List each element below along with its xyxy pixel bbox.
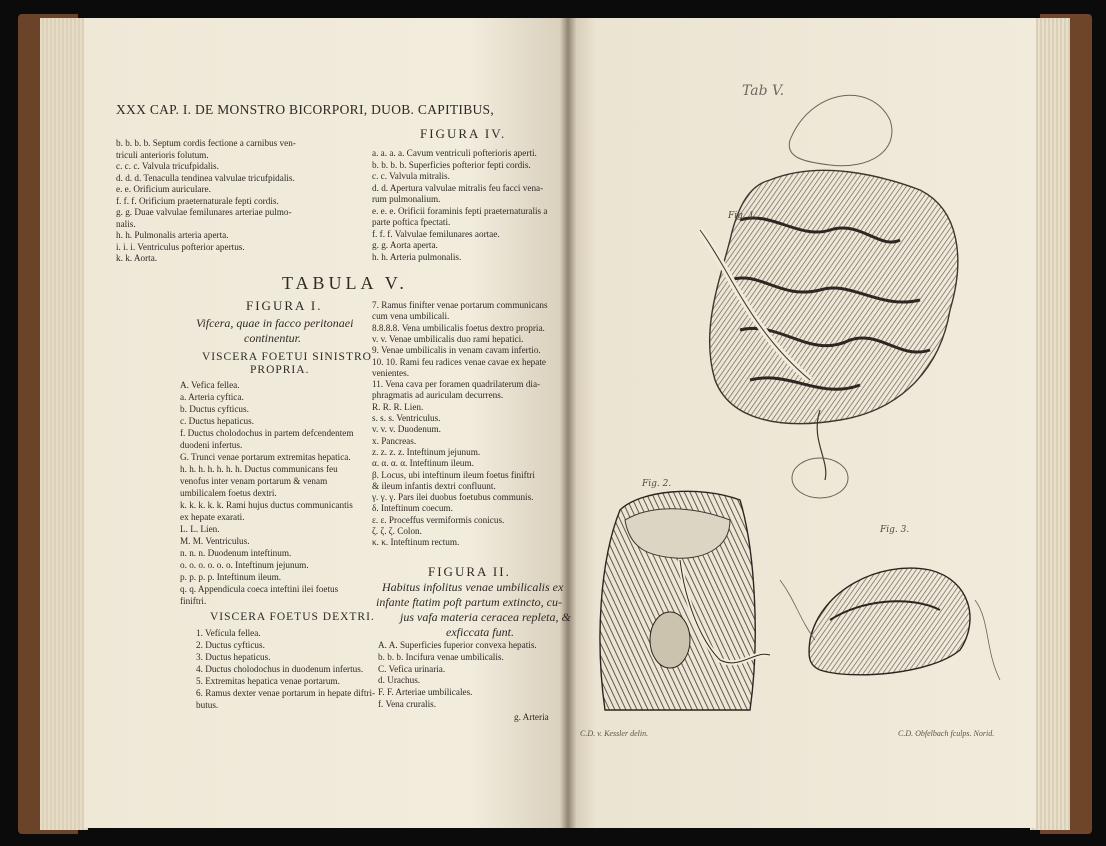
text-line: umbilicalem foetus dextri.	[180, 488, 277, 498]
text-line: z. z. z. z. Inteftinum jejunum.	[372, 446, 481, 457]
text-line: A. A. Superficies fuperior convexa hepatis.	[378, 640, 537, 650]
text-line: i. i. i. Ventriculus pofterior apertus.	[116, 241, 245, 252]
text-line: v. v. v. Duodenum.	[372, 424, 441, 435]
text-line: d. d. Apertura valvulae mitralis feu facci vena-	[372, 182, 544, 193]
fig3-label: Fig. 3.	[880, 525, 910, 535]
credit-engraver: C.D. Obfelbach fculps. Norid.	[898, 729, 995, 738]
text-line: e. e. Orificium auriculare.	[116, 184, 211, 194]
text-line: k. k. Aorta.	[116, 253, 158, 263]
fig2-illustration	[600, 491, 770, 710]
text-line: 9. Venae umbilicalis in venam cavam infertio.	[372, 345, 541, 356]
text-line: b. b. b. Incifura venae umbilicalis.	[378, 651, 504, 662]
text-line: R. R. R. Lien.	[372, 401, 424, 412]
text-line: 3. Ductus hepaticus.	[196, 652, 271, 662]
tabula-title: TABULA V.	[282, 273, 408, 293]
text-line: d. d. d. Tenaculla tendinea valvulae tricufpidalis.	[116, 172, 295, 183]
text-line: F. F. Arteriae umbilicales.	[378, 687, 473, 698]
text-line: 8.8.8.8. Vena umbilicalis foetus dextro propria.	[372, 322, 545, 333]
text-line: duodeni infertus.	[180, 440, 243, 450]
figura-ii-title: FIGURA II.	[428, 564, 511, 579]
credit-delineator: C.D. v. Kessler delin.	[580, 729, 649, 738]
text-line: α. α. α. α. Inteftinum ileum.	[372, 458, 474, 469]
text-line: ζ. ζ. ζ. Colon.	[372, 526, 422, 536]
text-line: n. n. n. Duodenum inteftinum.	[180, 548, 292, 558]
text-line: d. Urachus.	[378, 675, 421, 686]
figura-i-caption-2: continentur.	[244, 331, 301, 345]
text-line: phragmatis ad auriculam decurrens.	[372, 390, 504, 401]
text-line: C. Vefica urinaria.	[378, 663, 446, 674]
text-line: f. Vena cruralis.	[378, 699, 436, 709]
text-line: 10. 10. Rami feu radices venae cavae ex hepate	[372, 356, 546, 367]
catchword: g. Arteria	[514, 712, 549, 722]
text-line: a. Arteria cyftica.	[180, 392, 244, 402]
figura-i-caption-1: Vifcera, quae in facco peritonaei	[196, 316, 354, 330]
text-line: 5. Extremitas hepatica venae portarum.	[196, 676, 340, 686]
figura-i-title: FIGURA I.	[246, 298, 323, 313]
figura-ii-caption-3: jus vafa materia ceracea repleta, &	[400, 610, 571, 624]
text-line: 1. Vefícula fellea.	[196, 628, 261, 638]
text-line: g. g. Duae valvulae femilunares arteriae pulmo-	[116, 207, 292, 217]
text-line: venofus inter venam portarum & venam	[180, 476, 328, 486]
text-line: e. e. e. Orificii foraminis fepti praeternaturalis a	[372, 205, 548, 216]
text-line: s. s. s. Ventriculus.	[372, 413, 441, 423]
text-line: finiftri.	[180, 596, 207, 606]
text-line: x. Pancreas.	[372, 435, 417, 446]
text-line: f. f. f. Valvulae femilunares aortae.	[372, 228, 500, 239]
text-line: β. Locus, ubi inteftinum ileum foetus finiftri	[372, 469, 535, 480]
text-line: k. k. k. k. k. Rami hujus ductus communicantis	[180, 500, 353, 510]
text-line: rum pulmonalium.	[372, 194, 441, 204]
text-line: κ. κ. Inteftinum rectum.	[372, 537, 460, 548]
plate-title: Tab V.	[742, 83, 785, 99]
text-line: 4. Ductus cholodochus in duodenum infertus.	[196, 664, 364, 674]
text-line: b. b. b. b. Superficies pofterior fepti cordis.	[372, 159, 531, 170]
text-line: γ. γ. γ. Pars ilei duobus foetubus communis.	[372, 492, 534, 503]
text-line: G. Trunci venae portarum extremitas hepatica.	[180, 452, 351, 462]
left-page-edges	[40, 18, 88, 830]
text-line: 11. Vena cava per foramen quadrilaterum dia-	[372, 379, 541, 390]
text-line: v. v. Venae umbilicalis duo rami hepatici.	[372, 333, 524, 344]
text-line: c. Ductus hepaticus.	[180, 416, 254, 426]
viscera-sinistro-title-1: VISCERA FOETUI SINISTRO	[202, 351, 372, 363]
figura-iv-title: FIGURA IV.	[420, 126, 507, 141]
text-line: L. L. Lien.	[180, 524, 220, 534]
text-line: f. Ductus cholodochus in partem defcendentem	[180, 428, 354, 438]
viscera-dextri-title: VISCERA FOETUS DEXTRI.	[210, 611, 375, 623]
page-header: XXX CAP. I. DE MONSTRO BICORPORI, DUOB. CAPITIBUS,	[116, 102, 495, 117]
text-line: δ. Inteftinum coecum.	[372, 503, 453, 514]
text-line: nalis.	[116, 218, 136, 229]
text-line: b. b. b. b. Septum cordis fectione a carnibus ven-	[116, 138, 296, 148]
anatomical-plate	[580, 80, 1030, 740]
book-gutter	[560, 18, 576, 828]
text-line: ε. ε. Proceffus vermiformis conicus.	[372, 514, 505, 525]
text-line: p. p. p. p. Inteftinum ileum.	[180, 572, 282, 582]
fig3-illustration	[780, 568, 1000, 680]
viscera-sinistro-title-2: PROPRIA.	[250, 364, 310, 376]
text-line: 2. Ductus cyfticus.	[196, 640, 265, 650]
text-line: g. g. Aorta aperta.	[372, 240, 438, 250]
text-line: h. h. Arteria pulmonalis.	[372, 251, 462, 262]
figura-ii-caption-1: Habitus infolitus venae umbilicalis ex	[382, 580, 564, 594]
text-line: b. Ductus cyfticus.	[180, 404, 249, 414]
fig2-label: Fig. 2.	[642, 479, 672, 489]
text-line: ex hepate exarati.	[180, 512, 245, 522]
text-line: f. f. f. Orificium praeternaturale fepti cordis.	[116, 195, 279, 206]
text-line: a. a. a. a. Cavum ventriculi pofterioris aperti.	[372, 148, 537, 158]
text-line: M. M. Ventriculus.	[180, 536, 250, 546]
text-line: cum vena umbilicali.	[372, 311, 450, 322]
text-line: h. h. h. h. h. h. h. Ductus communicans feu	[180, 464, 338, 474]
text-line: & ileum infantis dextri confluunt.	[372, 480, 496, 491]
text-line: 6. Ramus dexter venae portarum in hepate diftri-	[196, 688, 376, 698]
text-line: 7. Ramus finifter venae portarum communicans	[372, 300, 548, 310]
text-line: triculi anterioris folutum.	[116, 149, 209, 160]
text-line: c. c. Valvula mitralis.	[372, 171, 450, 181]
text-line: butus.	[196, 700, 219, 710]
fig1-label: Fig. 1.	[728, 211, 758, 221]
right-page-edges	[1030, 18, 1070, 830]
text-line: parte poftica fpectati.	[372, 217, 451, 227]
text-line: A. Vefica fellea.	[180, 380, 240, 390]
text-line: o. o. o. o. o. o. Inteftinum jejunum.	[180, 560, 309, 570]
text-line: c. c. c. Valvula tricufpidalis.	[116, 161, 219, 171]
text-line: venientes.	[372, 367, 409, 378]
text-line: h. h. Pulmonalis arteria aperta.	[116, 230, 229, 240]
figura-ii-caption-2: infante ftatim poft partum extincto, cu-	[376, 595, 562, 609]
text-line: q. q. Appendicula coeca inteftini ilei foetus	[180, 584, 339, 594]
fig1-illustration	[700, 95, 958, 498]
figura-ii-caption-4: exficcata funt.	[446, 625, 514, 639]
